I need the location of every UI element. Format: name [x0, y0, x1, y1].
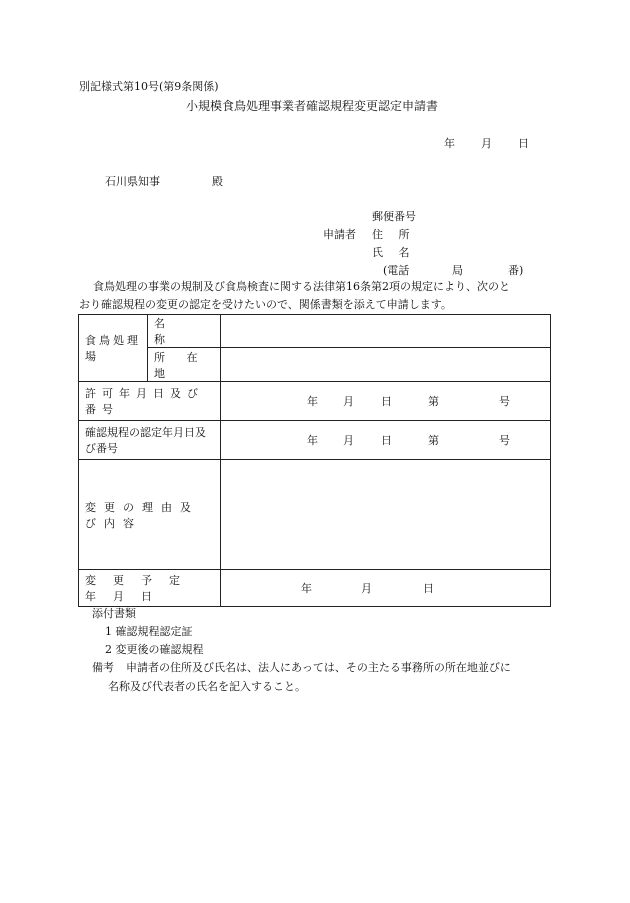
plant-label: 食鳥処理場: [85, 334, 141, 363]
date-month-label: 月: [481, 137, 492, 150]
permit-label-cell: [79, 382, 221, 421]
plant-name-label: 名 称: [154, 317, 187, 346]
body-text-line2: おり確認規程の変更の認定を受けたいので、関係書類を添えて申請します。: [79, 298, 452, 311]
cert-year: 年: [307, 434, 318, 447]
permit-year: 年: [307, 395, 318, 408]
address-label-text: 住 所: [372, 228, 416, 241]
cert-number-prefix: 第: [428, 434, 439, 447]
planned-year: 年: [301, 582, 312, 595]
cert-label: 確認規程の認定年月日及び番号: [85, 426, 206, 455]
form-number: 別記様式第10号(第9条関係): [79, 80, 219, 93]
permit-date-number-field[interactable]: [221, 382, 551, 421]
reason-content-field[interactable]: [221, 460, 551, 570]
plant-location-label: 所 在 地: [154, 350, 207, 380]
applicant-label: 申請者: [323, 228, 356, 241]
attachment-item-2: 2 変更後の確認規程: [105, 643, 204, 656]
name-label: [372, 246, 416, 260]
remarks-line2: 名称及び代表者の氏名を記入すること。: [108, 680, 306, 693]
date-day-label: 日: [518, 137, 529, 150]
planned-date-label: 変更予定年月日: [85, 574, 197, 603]
planned-day: 日: [423, 582, 434, 595]
phone-open-label: (電話: [383, 264, 410, 277]
permit-number-prefix: 第: [428, 395, 439, 408]
form-title: 小規模食鳥処理事業者確認規程変更認定申請書: [186, 99, 439, 113]
cert-label-cell: [79, 421, 221, 460]
remarks-line1: 申請者の住所及び氏名は、法人にあっては、その主たる事務所の所在地並びに: [126, 661, 511, 674]
phone-exchange-label: 局: [452, 264, 463, 277]
plant-label-cell: [79, 315, 148, 382]
reason-label: 変更の理由及び内容: [85, 500, 199, 530]
attachment-item-1: 1 確認規程認定証: [105, 625, 193, 638]
plant-name-field[interactable]: [221, 315, 551, 348]
planned-label-cell: [79, 570, 221, 607]
cert-day: 日: [381, 434, 392, 447]
name-label-cell: [148, 315, 221, 348]
reason-label-cell: [79, 460, 221, 570]
remarks-label: 備考: [92, 661, 114, 674]
cert-number-suffix: 号: [499, 434, 510, 447]
phone-close-label: 番): [508, 264, 524, 277]
addressee-name: 石川県知事: [105, 175, 160, 188]
permit-day: 日: [381, 395, 392, 408]
permit-month: 月: [343, 395, 354, 408]
location-label-cell: [148, 348, 221, 382]
planned-date-field[interactable]: [221, 570, 551, 607]
date-year-label: 年: [444, 137, 455, 150]
plant-location-field[interactable]: [221, 348, 551, 382]
permit-label: 許可年月日及び番号: [85, 387, 204, 416]
body-text-line1: 食鳥処理の事業の規制及び食鳥検査に関する法律第16条第2項の規定により、次のと: [93, 280, 510, 293]
permit-number-suffix: 号: [499, 395, 510, 408]
attachments-heading: 添付書類: [92, 607, 136, 620]
planned-month: 月: [361, 582, 372, 595]
addressee-honorific: 殿: [212, 175, 223, 188]
application-table: [78, 314, 551, 607]
cert-date-number-field[interactable]: [221, 421, 551, 460]
name-label-text: 氏 名: [372, 246, 416, 259]
address-label: [372, 228, 420, 242]
postal-code-label: 郵便番号: [372, 210, 416, 223]
cert-month: 月: [343, 434, 354, 447]
